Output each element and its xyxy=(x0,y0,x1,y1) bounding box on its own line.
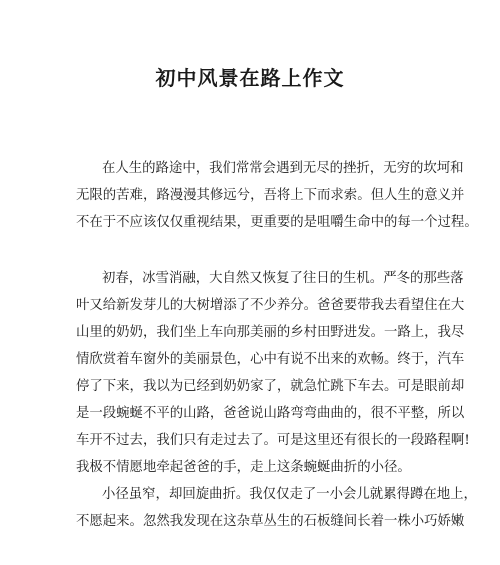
paragraph-line: 不愿起来。忽然我发现在这杂草丛生的石板缝间长着一株小巧娇嫩 xyxy=(76,514,465,529)
paragraph-line: 山里的奶奶，我们坐上车向那美丽的乡村田野进发。一路上，我尽 xyxy=(76,325,465,340)
paragraph-line: 叶又给新发芽儿的大树增添了不少养分。爸爸要带我去看望住在大 xyxy=(76,298,465,313)
paragraph-line: 是一段蜿蜒不平的山路，爸爸说山路弯弯曲曲的，很不平整，所以 xyxy=(76,406,465,421)
paragraph-2 xyxy=(76,265,470,481)
paragraph-3 xyxy=(76,481,477,535)
paragraph-line: 初春，冰雪消融，大自然又恢复了往日的生机。严冬的那些落 xyxy=(102,271,464,286)
paragraph-gap xyxy=(76,236,432,265)
document-body xyxy=(76,155,478,535)
paragraph-line: 在人生的路途中，我们常常会遇到无尽的挫折，无穷的坎坷和 xyxy=(102,161,464,176)
paragraph-line: 停了下来，我以为已经到奶奶家了，就急忙跳下车去。可是眼前却 xyxy=(76,379,465,394)
paragraph-line: 小径虽窄，却回旋曲折。我仅仅走了一小会儿就累得蹲在地上， xyxy=(102,487,477,502)
paragraph-line: 无限的苦难，路漫漫其修远兮，吾将上下而求索。但人生的意义并 xyxy=(76,188,465,203)
paragraph-1 xyxy=(76,155,478,236)
paragraph-line: 我极不情愿地牵起爸爸的手，走上这条蜿蜒曲折的小径。 xyxy=(76,460,411,475)
paragraph-line: 车开不过去，我们只有走过去了。可是这里还有很长的一段路程啊! xyxy=(76,433,470,448)
paragraph-line: 情欣赏着车窗外的美丽景色，心中有说不出来的欢畅。终于，汽车 xyxy=(76,352,465,367)
document-title: 初中风景在路上作文 xyxy=(155,66,345,90)
paragraph-line: 不在于不应该仅仅重视结果，更重要的是咀嚼生命中的每一个过程。 xyxy=(76,215,478,230)
